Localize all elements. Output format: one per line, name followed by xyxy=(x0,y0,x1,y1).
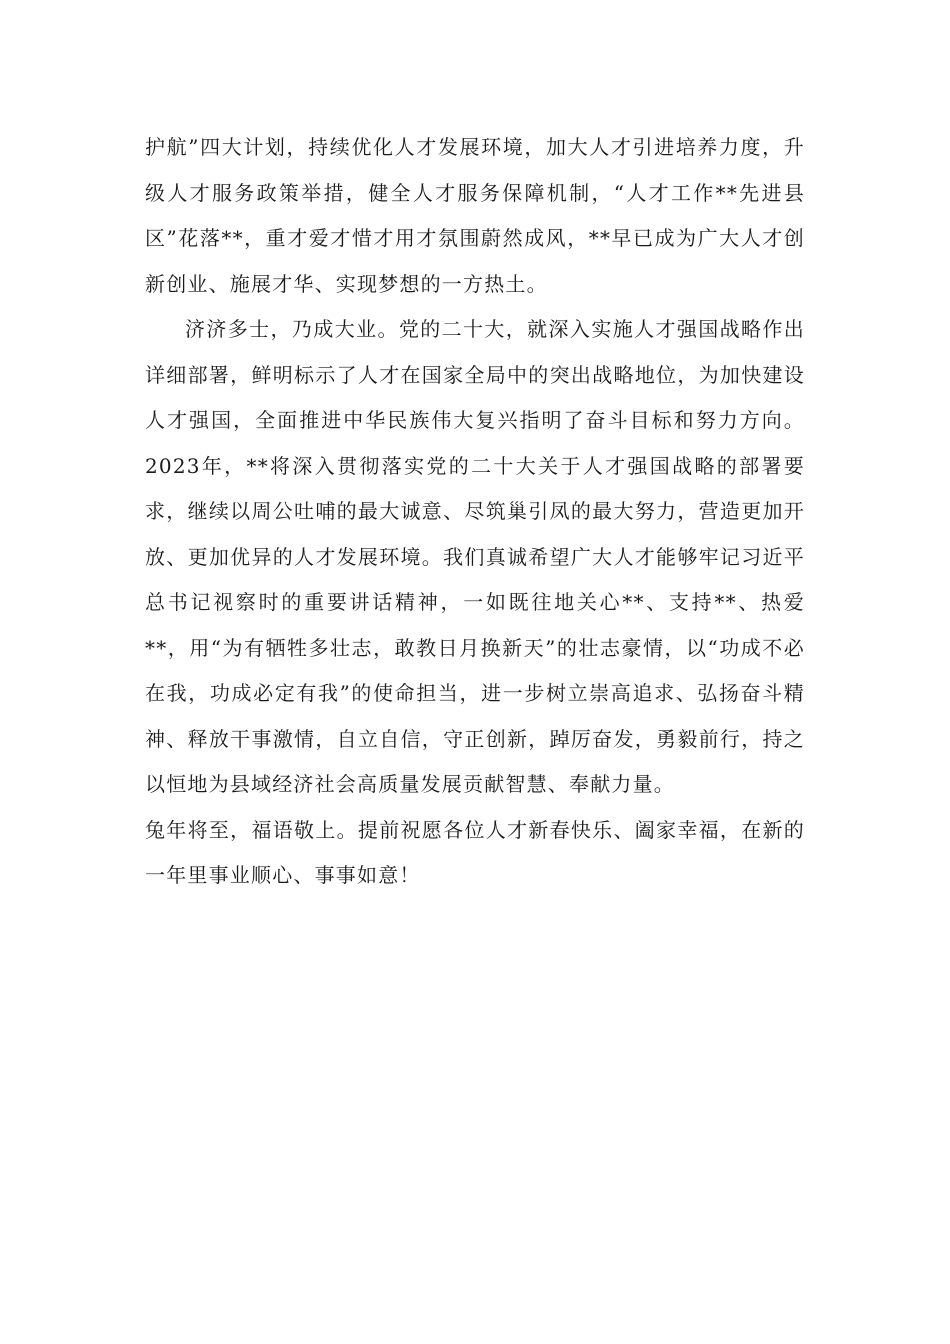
paragraph-new-year-greeting: 兔年将至，福语敬上。提前祝愿各位人才新春快乐、阖家幸福，在新的一年里事业顺心、事事如意！ xyxy=(145,817,805,887)
document-body xyxy=(145,125,805,899)
paragraph-talent-program: 护航”四大计划，持续优化人才发展环境，加大人才引进培养力度，升级人才服务政策举措，健全人才服务保障机制，“人才工作**先进县区”花落**，重才爱才惜才用才氛围蔚然成风，**早已成为广大人才创新创业、施展才华、实现梦想的一方热土。 xyxy=(145,135,805,296)
paragraph-talent-strategy: 济济多士，乃成大业。党的二十大，就深入实施人才强国战略作出详细部署，鲜明标示了人才在国家全局中的突出战略地位，为加快建设人才强国，全面推进中华民族伟大复兴指明了奋斗目标和努力方向。2023年，**将深入贯彻落实党的二十大关于人才强国战略的部署要求，继续以周公吐哺的最大诚意、尽筑巢引凤的最大努力，营造更加开放、更加优异的人才发展环境。我们真诚希望广大人才能够牢记习近平总书记视察时的重要讲话精神，一如既往地关心**、支持**、热爱**，用“为有牺牲多壮志，敢教日月换新天”的壮志豪情，以“功成不必在我，功成必定有我”的使命担当，进一步树立崇高追求、弘扬奋斗精神、释放干事激情，自立自信，守正创新，踔厉奋发，勇毅前行，持之以恒地为县域经济社会高质量发展贡献智慧、奉献力量。 xyxy=(145,317,805,796)
